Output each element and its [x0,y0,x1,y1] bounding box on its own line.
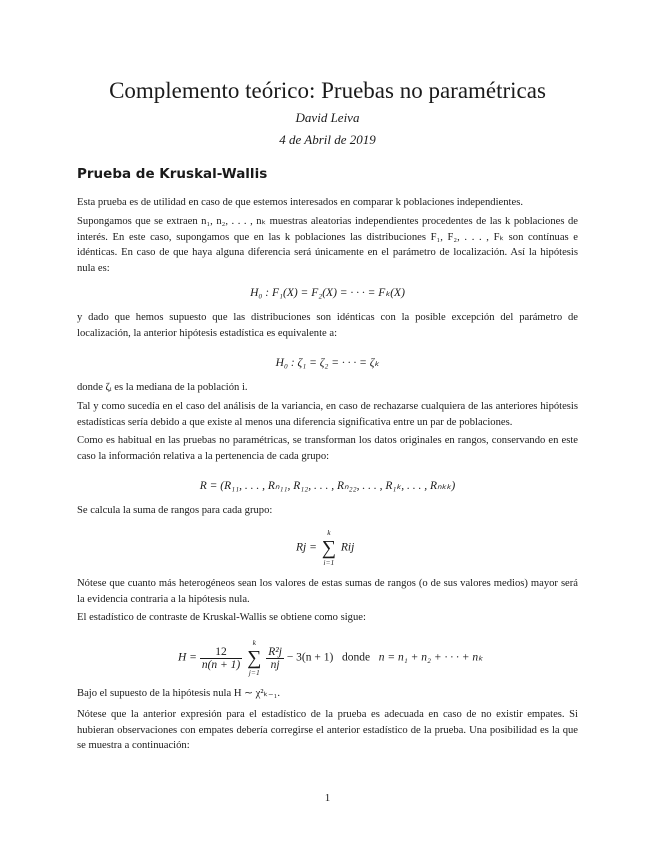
h-sum-upper-limit: k [252,638,256,647]
h-term-denominator: nj [270,658,280,671]
equation-ranks-vector: R = (R₁₁, . . . , Rₙ₁₁, R₁₂, . . . , Rₙ₂₂, . . . , R₁ₖ, . . . , Rₙₖₖ) [199,480,456,492]
paragraph-3: y dado que hemos supuesto que las distribuciones son idénticas con la posible excepción del parámetro de localización, la anterior hipótesis estadística es equivalente a: [77,312,578,339]
paragraph-6: Como es habitual en las pruebas no paramétricas, se transforman los datos originales en rangos, conservando en este caso la información relativa a la pertenencia de cada grupo: [77,435,578,462]
equation-h0-distributions: H₀ : F₁(X) = F₂(X) = · · · = Fₖ(X) [250,287,405,299]
equation-kruskal-wallis-h [178,638,483,678]
paragraph-11: Nótese que la anterior expresión para el estadístico de la prueba es adecuada en caso de no existir empates. Si hubieran observaciones con empates debería corregirse el anterior estadístico de la prueba. Una posibilidad es la que se muestra a continuación: [77,709,578,751]
h-sum-symbol: k ∑ j=1 [247,638,262,677]
page-number: 1 [324,792,331,804]
h-term-fraction [266,646,284,671]
h-donde: donde [341,651,371,664]
h-sum-lower-limit: j=1 [248,668,260,677]
rank-sum-term: Rij [340,541,355,554]
paragraph-2: Supongamos que se extraen n₁, n₂, . . . , nₖ muestras aleatorias independientes procedentes de las k poblaciones de interés. En este caso, supongamos que en las k poblaciones las distribuciones F₁, F₂, . . . , Fₖ son contínuas e idénticas. En caso de que haya alguna diferencia será únicamente en el parámetro de localización. Así la hipótesis nula es: [77,216,578,274]
sum-symbol: k ∑ i=1 [321,528,336,567]
h-rest: − 3(n + 1) [286,651,334,664]
h-fraction-denominator: n(n + 1) [201,658,241,671]
page-title: Complemento teórico: Pruebas no paramétricas [109,78,546,103]
equation-h0-medians: H₀ : ζ₁ = ζ₂ = · · · = ζₖ [275,357,380,369]
date: 4 de Abril de 2019 [279,132,376,147]
section-heading: Prueba de Kruskal-Wallis [77,166,268,182]
h-n-definition: n = n₁ + n₂ + · · · + nₖ [378,651,483,664]
paragraph-10: Bajo el supuesto de la hipótesis nula H ∼ χ²ₖ₋₁. [77,688,280,699]
paragraph-5: Tal y como sucedía en el caso del análisis de la variancia, en caso de rechazarse cualquiera de las anteriores hipótesis estadísticas sería debido a que existe al menos una diferencia significativa entre un par de poblaciones. [77,401,578,428]
paragraph-7: Se calcula la suma de rangos para cada grupo: [77,505,273,516]
paragraph-9: El estadístico de contraste de Kruskal-Wallis se obtiene como sigue: [77,612,366,623]
author: David Leiva [295,110,360,125]
h-lhs: H = [178,651,197,664]
h-fraction [200,646,242,671]
h-term-numerator: R²j [268,645,282,658]
sum-upper-limit: k [327,528,331,537]
sum-lower-limit: i=1 [323,558,335,567]
h-fraction-numerator: 12 [200,646,242,659]
paragraph-1: Esta prueba es de utilidad en caso de que estemos interesados en comparar k poblaciones independientes. [77,197,523,208]
equation-rank-sum [296,528,354,568]
paragraph-4: donde ζᵢ es la mediana de la población i. [77,382,248,393]
paragraph-8: Nótese que cuanto más heterogéneos sean los valores de estas sumas de rangos (o de sus valores medios) mayor será la evidencia contraria a la hipótesis nula. [77,578,578,605]
rank-sum-lhs: Rj = [296,541,317,554]
